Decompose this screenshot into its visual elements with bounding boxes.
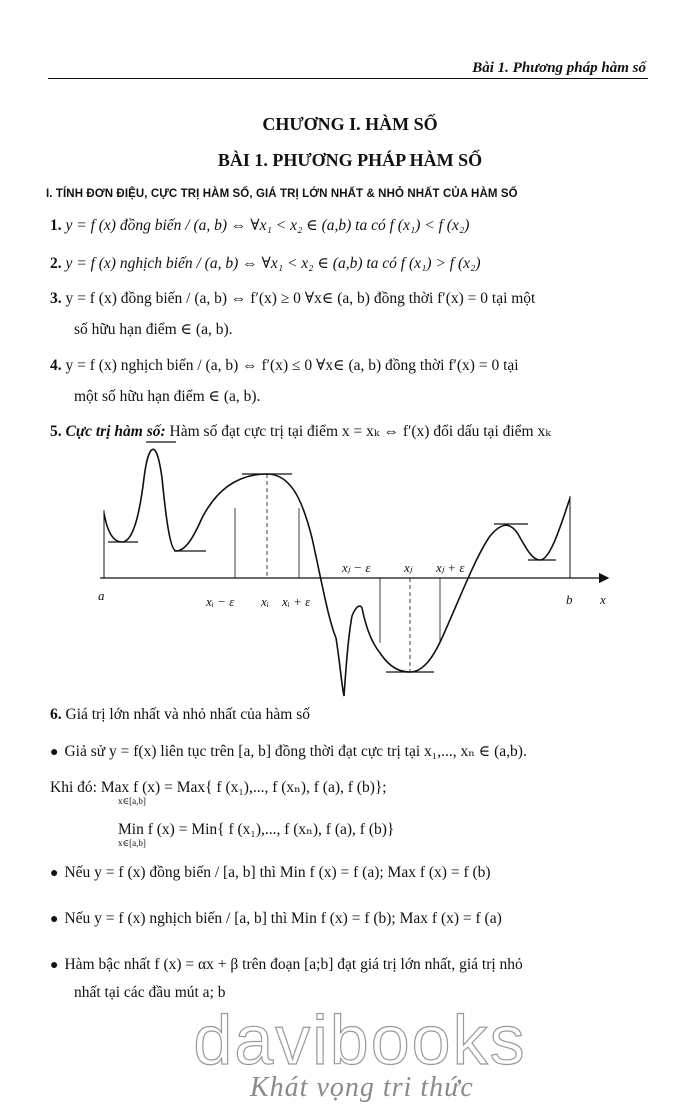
bullet-text: Nếu y = f (x) đồng biến / [a, b] thì Min f (x) = f (a); Max f (x) = f (b) xyxy=(64,864,491,881)
bullet-2 xyxy=(50,864,491,882)
item-3-cont: số hữu hạn điểm ∈ (a, b). xyxy=(74,321,233,338)
section-heading: I. TÍNH ĐƠN ĐIỆU, CỰC TRỊ HÀM SỐ, GIÁ TRỊ LỚN NHẤT & NHỎ NHẤT CỦA HÀM SỐ xyxy=(46,188,518,200)
min-formula: Min f (x) = Min{ f (x₁),..., f (xₙ), f (a), f (b)} xyxy=(118,821,395,838)
label-xj: xⱼ xyxy=(404,560,413,575)
item-text: y = f (x) nghịch biến / (a, b) ⇔ ∀x₁ < x₂ ∈ (a,b) ta có f (x₁) > f (x₂) xyxy=(65,255,481,272)
extremum-graph xyxy=(90,438,620,708)
label-xi-minus: xᵢ − ε xyxy=(206,594,235,609)
item-text: Giá trị lớn nhất và nhỏ nhất của hàm số xyxy=(65,706,311,723)
item-text: y = f (x) đồng biến / (a, b) ⇔ f′(x) ≥ 0 ∀x∈ (a, b) đồng thời f′(x) = 0 tại một xyxy=(65,290,536,307)
item-1 xyxy=(50,216,469,235)
item-text: y = f (x) đồng biến / (a, b) ⇔ ∀x₁ < x₂ ∈ (a,b) ta có f (x₁) < f (x₂) xyxy=(65,217,470,234)
bullet-text: Hàm bậc nhất f (x) = αx + β trên đoạn [a;b] đạt giá trị lớn nhất, giá trị nhỏ xyxy=(64,956,523,973)
label-xi-plus: xᵢ + ε xyxy=(282,594,311,609)
bullet-3 xyxy=(50,910,502,928)
bullet-text: Nếu y = f (x) nghịch biến / [a, b] thì Min f (x) = f (b); Max f (x) = f (a) xyxy=(64,910,502,927)
watermark-brand: davibooks xyxy=(193,1001,527,1079)
item-number: 1. xyxy=(50,217,62,234)
item-number: 6. xyxy=(50,706,62,723)
khi-do: Khi đó: xyxy=(50,779,97,796)
function-curve xyxy=(104,449,570,696)
item-number: 2. xyxy=(50,255,62,272)
label-xi: xᵢ xyxy=(261,594,269,609)
min-subscript: x∈[a,b] xyxy=(118,838,146,848)
header-rule xyxy=(48,78,648,79)
label-x: x xyxy=(600,592,606,607)
bullet-icon: ● xyxy=(50,958,59,973)
item-4 xyxy=(50,356,519,375)
label-a: a xyxy=(98,588,105,603)
bullet-1 xyxy=(50,742,527,761)
label-xj-minus: xⱼ − ε xyxy=(342,560,371,575)
label-xj-plus: xⱼ + ε xyxy=(436,560,465,575)
lesson-title: BÀI 1. PHƯƠNG PHÁP HÀM SỐ xyxy=(217,150,483,170)
item-number: 5. xyxy=(50,423,62,440)
bullet-text: Giả sử y = f(x) liên tục trên [a, b] đồng thời đạt cực trị tại x₁,..., xₙ ∈ (a,b). xyxy=(64,743,527,760)
watermark-slogan: Khát vọng tri thức xyxy=(250,1072,474,1103)
item-2 xyxy=(50,254,481,273)
item-6-title xyxy=(50,706,310,724)
running-header: Bài 1. Phương pháp hàm số xyxy=(472,60,646,76)
bullet-4 xyxy=(50,956,523,974)
item-label: Cực trị hàm số: xyxy=(65,423,166,440)
item-text: Hàm số đạt cực trị tại điểm x = xₖ ⇔ f′(x) đổi dấu tại điểm xₖ xyxy=(169,423,551,440)
item-3 xyxy=(50,289,535,308)
item-text: y = f (x) nghịch biến / (a, b) ⇔ f′(x) ≤ 0 ∀x∈ (a, b) đồng thời f′(x) = 0 tại xyxy=(65,357,519,374)
item-number: 3. xyxy=(50,290,62,307)
bullet-icon: ● xyxy=(50,912,59,927)
khi-do-line xyxy=(50,778,387,797)
bullet-4-cont: nhất tại các đầu mút a; b xyxy=(74,984,226,1001)
bullet-icon: ● xyxy=(50,745,59,760)
bullet-icon: ● xyxy=(50,866,59,881)
label-b: b xyxy=(566,592,573,607)
item-4-cont: một số hữu hạn điểm ∈ (a, b). xyxy=(74,388,261,405)
chapter-title: CHƯƠNG I. HÀM SỐ xyxy=(262,114,438,134)
max-formula: Max f (x) = Max{ f (x₁),..., f (xₙ), f (a), f (b)}; xyxy=(100,779,387,796)
item-number: 4. xyxy=(50,357,62,374)
max-subscript: x∈[a,b] xyxy=(118,796,146,806)
